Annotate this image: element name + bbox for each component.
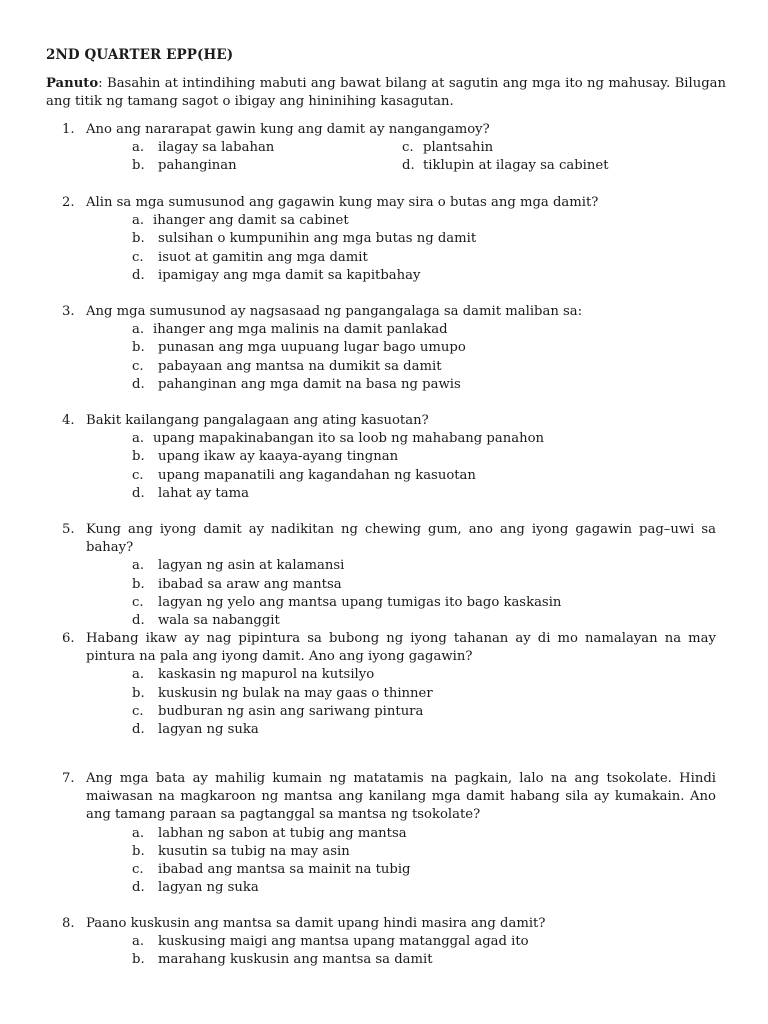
- option-c[interactable]: [132, 467, 716, 485]
- option-d[interactable]: [132, 376, 716, 394]
- option-letter: b.: [132, 449, 145, 465]
- option-letter: c.: [132, 862, 144, 878]
- question-number: 4.: [62, 413, 75, 428]
- option-text: punasan ang mga uupuang lugar bago umupo: [158, 340, 466, 356]
- option-b[interactable]: [132, 951, 716, 969]
- options-list: [132, 933, 716, 969]
- options-list: [132, 825, 716, 898]
- option-b[interactable]: [132, 230, 716, 248]
- option-letter: b.: [132, 158, 145, 174]
- question-text: Ang mga bata ay mahilig kumain ng matatamis na pagkain, lalo na ang tsokolate. Hindi maiwasan na magkaroon ng mantsa ang kanilang mga damit habang sila ay kumakain. Ano ang tamang paraan sa pagtanggal sa mantsa ng tsokolate?: [86, 771, 716, 823]
- options-list: [132, 321, 716, 394]
- option-text: lagyan ng suka: [158, 722, 259, 738]
- option-a[interactable]: [132, 212, 716, 230]
- option-letter: b.: [132, 843, 145, 859]
- question-text: Ang mga sumusunod ay nagsasaad ng pangangalaga sa damit maliban sa:: [86, 304, 583, 319]
- option-letter: d.: [132, 722, 145, 738]
- option-text: lagyan ng suka: [158, 880, 259, 896]
- instructions-text: : Basahin at intindihing mabuti ang bawat bilang at sagutin ang mga ito ng mahusay. Bilugan ang titik ng tamang sagot o ibigay ang hininihing kasagutan.: [46, 76, 726, 109]
- question-6: [62, 630, 716, 739]
- instructions: [46, 75, 726, 110]
- option-text: pabayaan ang mantsa na dumikit sa damit: [158, 358, 442, 374]
- option-c[interactable]: [402, 139, 662, 157]
- question-5: [62, 521, 716, 630]
- option-text: ilagay sa labahan: [158, 140, 275, 156]
- option-a[interactable]: [132, 933, 716, 951]
- option-b[interactable]: [132, 843, 716, 861]
- option-letter: d.: [132, 880, 145, 896]
- question-8: [62, 915, 716, 970]
- option-letter: d.: [132, 267, 145, 283]
- option-a[interactable]: [132, 557, 716, 575]
- question-number: 2.: [62, 195, 75, 210]
- option-letter: d.: [402, 158, 415, 174]
- option-letter: a.: [132, 213, 145, 229]
- option-text: ibabad ang mantsa sa mainit na tubig: [158, 862, 411, 878]
- option-letter: c.: [132, 358, 144, 374]
- option-letter: a.: [132, 322, 145, 338]
- option-text: ipamigay ang mga damit sa kapitbahay: [158, 267, 421, 283]
- option-letter: b.: [132, 340, 145, 356]
- question-text: Paano kuskusin ang mantsa sa damit upang hindi masira ang damit?: [86, 916, 546, 931]
- option-letter: c.: [402, 140, 414, 156]
- option-letter: a.: [132, 431, 145, 447]
- option-text: pahanginan: [158, 158, 237, 174]
- page-title: 2ND QUARTER EPP(HE): [46, 47, 234, 63]
- question-2: [62, 194, 716, 285]
- option-c[interactable]: [132, 703, 716, 721]
- question-number: 6.: [62, 631, 75, 646]
- instructions-label: Panuto: [46, 76, 99, 91]
- options-list: [132, 212, 716, 285]
- option-b[interactable]: [132, 157, 402, 175]
- option-c[interactable]: [132, 249, 716, 267]
- options-list: [132, 139, 716, 175]
- option-text: lahat ay tama: [158, 485, 249, 501]
- options-list: [132, 666, 716, 739]
- option-d[interactable]: [132, 612, 716, 630]
- option-d[interactable]: [132, 485, 716, 503]
- option-text: marahang kuskusin ang mantsa sa damit: [158, 952, 433, 968]
- option-a[interactable]: [132, 825, 716, 843]
- option-letter: c.: [132, 594, 144, 610]
- option-letter: d.: [132, 485, 145, 501]
- option-b[interactable]: [132, 576, 716, 594]
- option-letter: d.: [132, 613, 145, 629]
- question-text: Alin sa mga sumusunod ang gagawin kung may sira o butas ang mga damit?: [86, 195, 599, 210]
- option-a[interactable]: [132, 321, 716, 339]
- option-letter: a.: [132, 140, 145, 156]
- question-1: [62, 121, 716, 176]
- question-number: 5.: [62, 522, 75, 537]
- option-text: upang ikaw ay kaaya-ayang tingnan: [158, 449, 399, 465]
- option-a[interactable]: [132, 666, 716, 684]
- option-text: wala sa nabanggit: [158, 613, 280, 629]
- option-c[interactable]: [132, 358, 716, 376]
- option-letter: b.: [132, 952, 145, 968]
- option-text: kuskusin ng bulak na may gaas o thinner: [158, 685, 433, 701]
- option-text: pahanginan ang mga damit na basa ng pawis: [158, 376, 461, 392]
- option-text: lagyan ng asin at kalamansi: [158, 558, 345, 574]
- option-text: tiklupin at ilagay sa cabinet: [423, 158, 609, 174]
- option-text: kaskasin ng mapurol na kutsilyo: [158, 667, 375, 683]
- option-text: lagyan ng yelo ang mantsa upang tumigas ito bago kaskasin: [158, 594, 562, 610]
- option-b[interactable]: [132, 339, 716, 357]
- option-letter: b.: [132, 576, 145, 592]
- option-letter: c.: [132, 249, 144, 265]
- options-list: [132, 430, 716, 503]
- option-text: isuot at gamitin ang mga damit: [158, 249, 368, 265]
- option-letter: a.: [132, 558, 145, 574]
- option-c[interactable]: [132, 594, 716, 612]
- option-letter: a.: [132, 825, 145, 841]
- option-b[interactable]: [132, 448, 716, 466]
- question-text: Ano ang nararapat gawin kung ang damit ay nangangamoy?: [86, 122, 490, 137]
- option-d[interactable]: [132, 721, 716, 739]
- option-text: upang mapanatili ang kagandahan ng kasuotan: [158, 467, 476, 483]
- option-text: budburan ng asin ang sariwang pintura: [158, 703, 424, 719]
- option-text: ihanger ang damit sa cabinet: [153, 213, 349, 229]
- option-text: upang mapakinabangan ito sa loob ng mahabang panahon: [153, 431, 545, 447]
- option-letter: c.: [132, 703, 144, 719]
- question-text: Kung ang iyong damit ay nadikitan ng chewing gum, ano ang iyong gagawin pag–uwi sa bahay?: [86, 522, 716, 556]
- option-text: kusutin sa tubig na may asin: [158, 843, 350, 859]
- option-text: ihanger ang mga malinis na damit panlakad: [153, 322, 448, 338]
- option-d[interactable]: [132, 879, 716, 897]
- option-text: labhan ng sabon at tubig ang mantsa: [158, 825, 407, 841]
- question-number: 1.: [62, 122, 75, 137]
- option-letter: b.: [132, 685, 145, 701]
- question-4: [62, 412, 716, 503]
- question-text: Habang ikaw ay nag pipintura sa bubong ng iyong tahanan ay di mo namalayan na may pintura na pala ang iyong damit. Ano ang iyong gagawin?: [86, 631, 716, 665]
- question-7: [62, 770, 716, 897]
- option-d[interactable]: [132, 267, 716, 285]
- option-a[interactable]: [132, 139, 402, 157]
- question-3: [62, 303, 716, 394]
- option-a[interactable]: [132, 430, 716, 448]
- question-number: 3.: [62, 304, 75, 319]
- question-text: Bakit kailangang pangalagaan ang ating kasuotan?: [86, 413, 429, 428]
- option-c[interactable]: [132, 861, 716, 879]
- option-letter: d.: [132, 376, 145, 392]
- option-letter: c.: [132, 467, 144, 483]
- option-text: sulsihan o kumpunihin ang mga butas ng damit: [158, 231, 477, 247]
- option-d[interactable]: [402, 157, 662, 175]
- option-letter: a.: [132, 667, 145, 683]
- question-number: 8.: [62, 916, 75, 931]
- option-b[interactable]: [132, 685, 716, 703]
- option-text: kuskusing maigi ang mantsa upang matanggal agad ito: [158, 934, 529, 950]
- option-text: plantsahin: [423, 140, 494, 156]
- options-list: [132, 557, 716, 630]
- option-letter: a.: [132, 934, 145, 950]
- question-number: 7.: [62, 771, 75, 786]
- option-letter: b.: [132, 231, 145, 247]
- option-text: ibabad sa araw ang mantsa: [158, 576, 342, 592]
